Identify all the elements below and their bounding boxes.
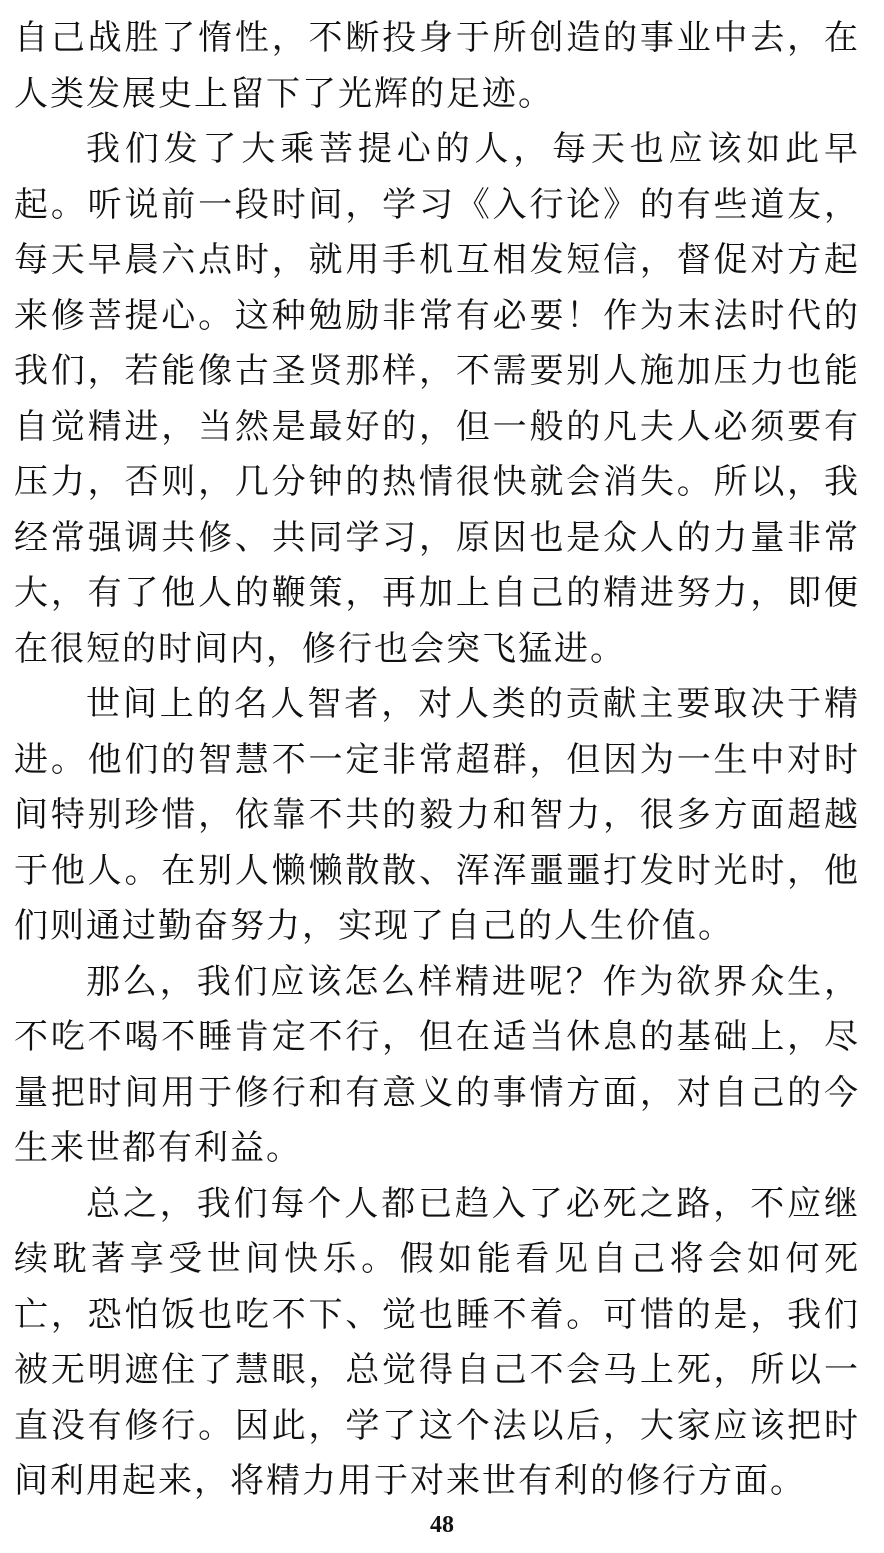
page-body <box>14 11 860 1510</box>
paragraph-5: 总之，我们每个人都已趋入了必死之路，不应继续耽著享受世间快乐。假如能看见自己将会如何死亡，恐怕饭也吃不下、觉也睡不着。可惜的是，我们被无明遮住了慧眼，总觉得自己不会马上死，所以一直没有修行。因此，学了这个法以后，大家应该把时间利用起来，将精力用于对来世有利的修行方面。 <box>14 1183 860 1501</box>
page-number: 48 <box>430 1512 454 1538</box>
paragraph-2: 我们发了大乘菩提心的人，每天也应该如此早起。听说前一段时间，学习《入行论》的有些道友，每天早晨六点时，就用手机互相发短信，督促对方起来修菩提心。这种勉励非常有必要！作为末法时代的我们，若能像古圣贤那样，不需要别人施加压力也能自觉精进，当然是最好的，但一般的凡夫人必须要有压力，否则，几分钟的热情很快就会消失。所以，我经常强调共修、共同学习，原因也是众人的力量非常大，有了他人的鞭策，再加上自己的精进努力，即便在很短的时间内，修行也会突飞猛进。 <box>14 129 860 669</box>
paragraph-4: 那么，我们应该怎么样精进呢？作为欲界众生，不吃不喝不睡肯定不行，但在适当休息的基础上，尽量把时间用于修行和有意义的事情方面，对自己的今生来世都有利益。 <box>14 961 860 1168</box>
paragraph-3: 世间上的名人智者，对人类的贡献主要取决于精进。他们的智慧不一定非常超群，但因为一生中对时间特别珍惜，依靠不共的毅力和智力，很多方面超越于他人。在别人懒懒散散、浑浑噩噩打发时光时，他们则通过勤奋努力，实现了自己的人生价值。 <box>14 684 860 946</box>
paragraph-1: 自己战胜了惰性，不断投身于所创造的事业中去，在人类发展史上留下了光辉的足迹。 <box>14 18 860 114</box>
